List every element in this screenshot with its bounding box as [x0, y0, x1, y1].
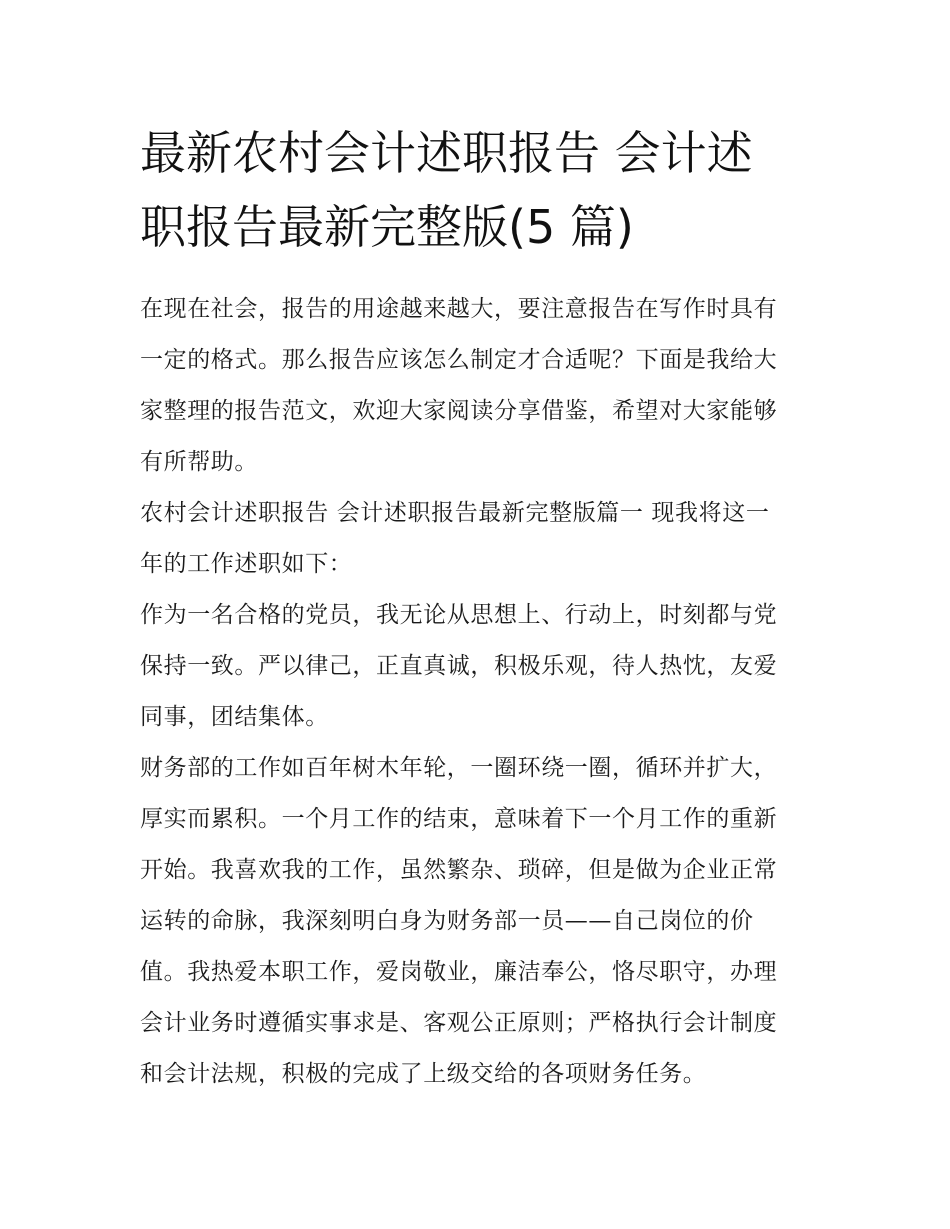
body-paragraph — [140, 743, 812, 1100]
text-line: 开始。我喜欢我的工作，虽然繁杂、琐碎，但是做为企业正常 — [140, 857, 778, 883]
text-line: 值。我热爱本职工作，爱岗敬业，廉洁奉公，恪尽职守，办理 — [140, 959, 778, 985]
text-line: 会计业务时遵循实事求是、客观公正原则；严格执行会计制度 — [140, 1010, 778, 1036]
title-line: 职报告最新完整版(5 篇) — [140, 200, 634, 254]
text-line: 一定的格式。那么报告应该怎么制定才合适呢？下面是我给大 — [140, 347, 778, 373]
text-line: 运转的命脉，我深刻明白身为财务部一员——自己岗位的价 — [140, 908, 754, 934]
title-line: 最新农村会计述职报告 会计述 — [140, 126, 753, 180]
text-line: 年的工作述职如下： — [140, 551, 353, 577]
text-line: 家整理的报告范文，欢迎大家阅读分享借鉴，希望对大家能够 — [140, 398, 778, 424]
text-line: 农村会计述职报告 会计述职报告最新完整版篇一 现我将这一 — [140, 500, 770, 526]
text-line: 厚实而累积。一个月工作的结束，意味着下一个月工作的重新 — [140, 806, 778, 832]
text-line: 财务部的工作如百年树木年轮，一圈环绕一圈，循环并扩大， — [140, 755, 778, 781]
text-line: 保持一致。严以律己，正直真诚，积极乐观，待人热忱，友爱 — [140, 653, 778, 679]
body-paragraph — [140, 590, 812, 743]
text-line: 在现在社会，报告的用途越来越大，要注意报告在写作时具有 — [140, 296, 778, 322]
document-body — [140, 116, 812, 1100]
text-line: 作为一名合格的党员，我无论从思想上、行动上，时刻都与党 — [140, 602, 778, 628]
intro-paragraph — [140, 284, 812, 488]
text-line: 和会计法规，积极的完成了上级交给的各项财务任务。 — [140, 1061, 707, 1087]
text-line: 同事，团结集体。 — [140, 704, 329, 730]
document-title — [140, 116, 812, 264]
text-line: 有所帮助。 — [140, 449, 258, 475]
section-heading-paragraph — [140, 488, 812, 590]
